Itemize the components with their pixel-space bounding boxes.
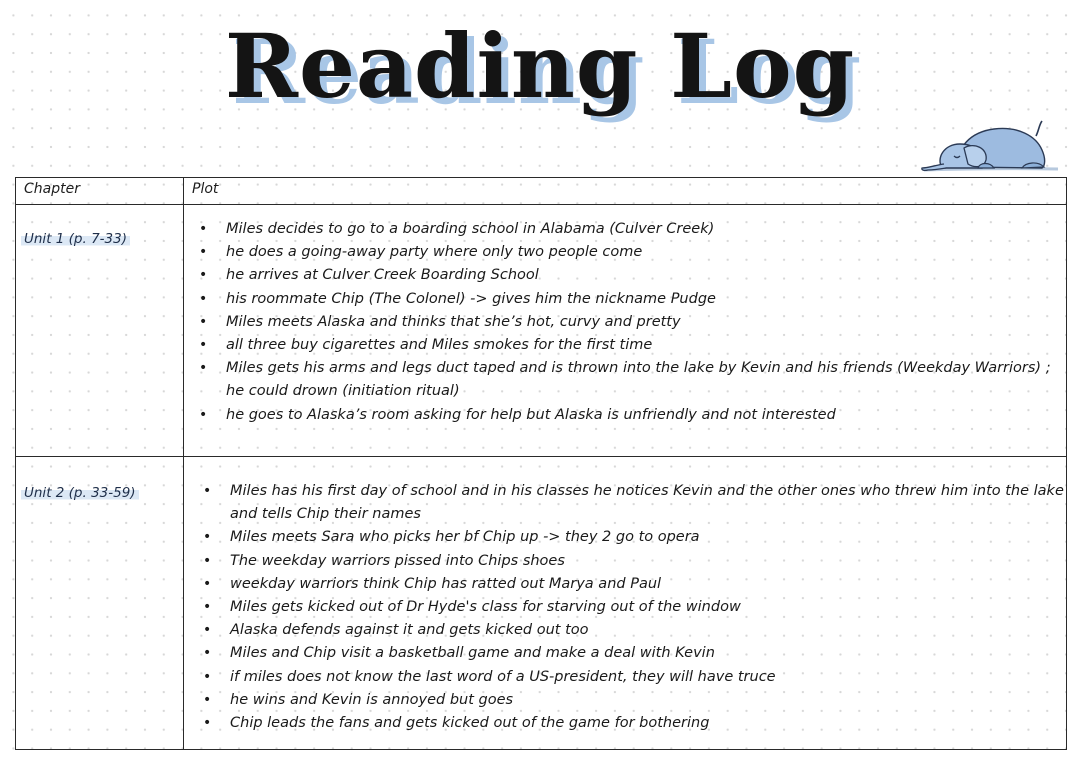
unit-label: Unit 2 (p. 33-59)	[21, 485, 139, 501]
table-header-row	[16, 178, 1067, 205]
list-item: • Alaska defends against it and gets kicked out too	[230, 619, 1066, 642]
list-item: • if miles does not know the last word of a US-president, they will have truce	[230, 666, 1066, 689]
list-item-continuation: and tells Chip their names	[230, 506, 421, 523]
chapter-cell	[16, 457, 184, 750]
list-item-continuation: he could drown (initiation ritual)	[226, 383, 460, 400]
list-item: • he goes to Alaska’s room asking for help but Alaska is unfriendly and not interested	[226, 404, 1066, 427]
list-item: • all three buy cigarettes and Miles smokes for the first time	[226, 334, 1066, 357]
sleeping-elephant-icon	[918, 118, 1062, 178]
list-item: • Miles has his first day of school and in his classes he notices Kevin and the other ones who threw him into the lake	[230, 480, 1066, 503]
table-row	[16, 205, 1067, 457]
list-item: • Miles gets kicked out of Dr Hyde's class for starving out of the window	[230, 596, 1066, 619]
plot-cell	[184, 457, 1067, 750]
list-item: • The weekday warriors pissed into Chips shoes	[230, 550, 1066, 573]
reading-log-table	[15, 177, 1067, 750]
chapter-cell	[16, 205, 184, 457]
list-item: • Miles gets his arms and legs duct taped and is thrown into the lake by Kevin and his friends (Weekday Warriors) ;	[226, 357, 1066, 380]
list-item: • Miles and Chip visit a basketball game and make a deal with Kevin	[230, 642, 1066, 665]
page-title: Reading Log	[224, 14, 856, 118]
list-item: • Chip leads the fans and gets kicked out of the game for bothering	[230, 712, 1066, 735]
list-item: • he arrives at Culver Creek Boarding School	[226, 264, 1066, 287]
list-item: • he wins and Kevin is annoyed but goes	[230, 689, 1066, 712]
plot-list	[184, 205, 1066, 427]
list-item: • Miles decides to go to a boarding school in Alabama (Culver Creek)	[226, 218, 1066, 241]
list-item: • his roommate Chip (The Colonel) -> gives him the nickname Pudge	[226, 288, 1066, 311]
unit-label: Unit 1 (p. 7-33)	[21, 231, 130, 247]
plot-list	[184, 457, 1066, 735]
plot-column-header: Plot	[184, 178, 1067, 205]
chapter-column-header: Chapter	[16, 178, 184, 205]
list-item: • Miles meets Sara who picks her bf Chip up -> they 2 go to opera	[230, 526, 1066, 549]
plot-cell	[184, 205, 1067, 457]
list-item: • Miles meets Alaska and thinks that she’s hot, curvy and pretty	[226, 311, 1066, 334]
list-item: • he does a going-away party where only two people come	[226, 241, 1066, 264]
list-item: • weekday warriors think Chip has ratted out Marya and Paul	[230, 573, 1066, 596]
table-row	[16, 457, 1067, 750]
